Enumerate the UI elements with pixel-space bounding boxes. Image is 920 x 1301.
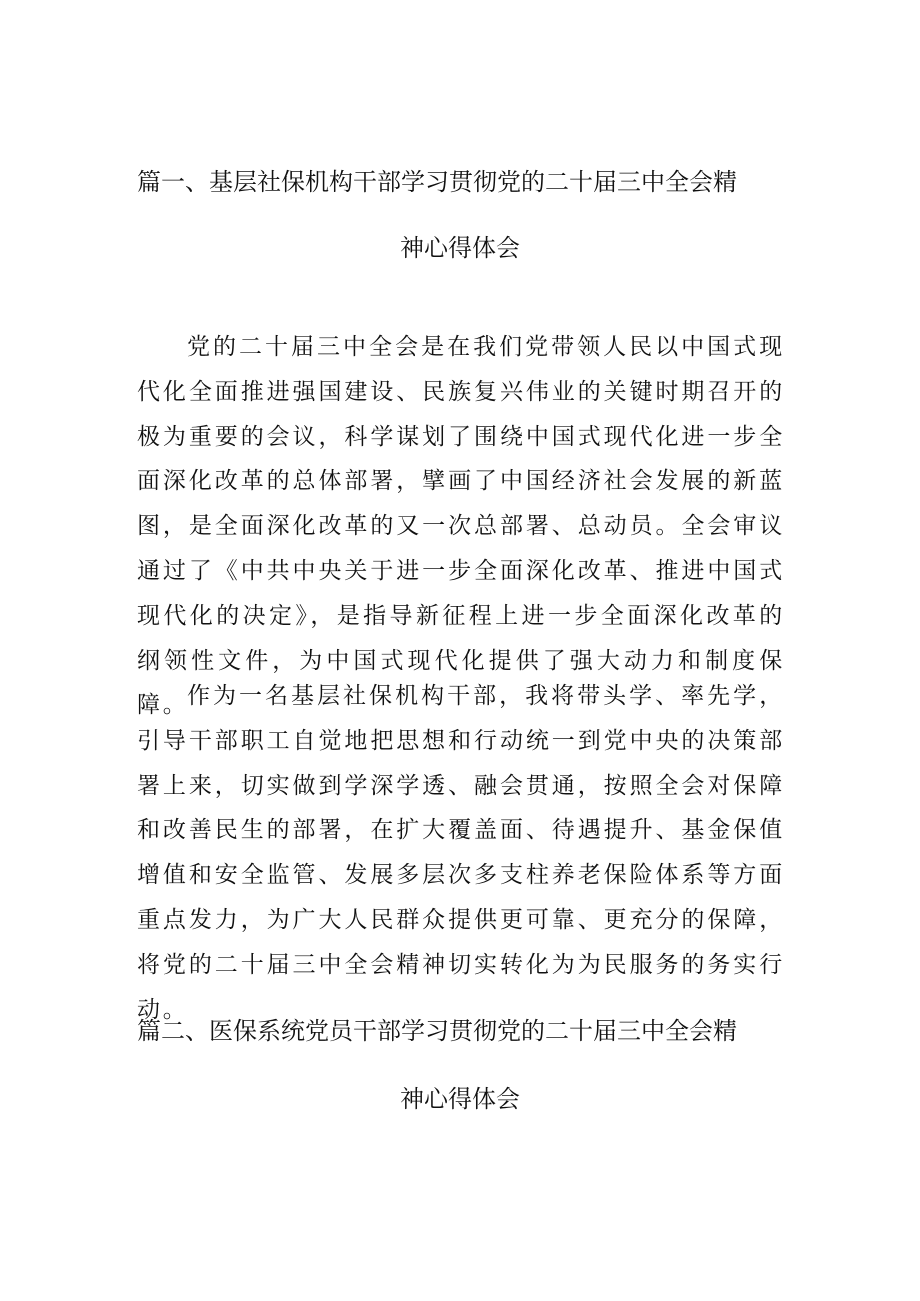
section-2-title-line-2: 神心得体会: [400, 1085, 520, 1113]
section-2-title-line-1: 篇二、医保系统党员干部学习贯彻党的二十届三中全会精: [137, 1017, 737, 1045]
section-1-title-line-1: 篇一、基层社保机构干部学习贯彻党的二十届三中全会精: [137, 168, 737, 196]
section-1-paragraph-2: 作为一名基层社保机构干部，我将带头学、率先学，引导干部职工自觉地把思想和行动统一到党中央的决策部署上来，切实做到学深学透、融会贯通，按照全会对保障和改善民生的部署，在扩大覆盖面、待遇提升、基金保值增值和安全监管、发展多层次多支柱养老保险体系等方面重点发力，为广大人民群众提供更可靠、更充分的保障，将党的二十届三中全会精神切实转化为为民服务的务实行动。: [137, 683, 785, 1023]
section-1-paragraph-1: 党的二十届三中全会是在我们党带领人民以中国式现代化全面推进强国建设、民族复兴伟业的关键时期召开的极为重要的会议，科学谋划了围绕中国式现代化进一步全面深化改革的总体部署，擘画了中国经济社会发展的新蓝图，是全面深化改革的又一次总部署、总动员。全会审议通过了《中共中央关于进一步全面深化改革、推进中国式现代化的决定》，是指导新征程上进一步全面深化改革的纲领性文件，为中国式现代化提供了强大动力和制度保障。: [137, 334, 785, 719]
section-1-title-line-2: 神心得体会: [400, 234, 520, 262]
